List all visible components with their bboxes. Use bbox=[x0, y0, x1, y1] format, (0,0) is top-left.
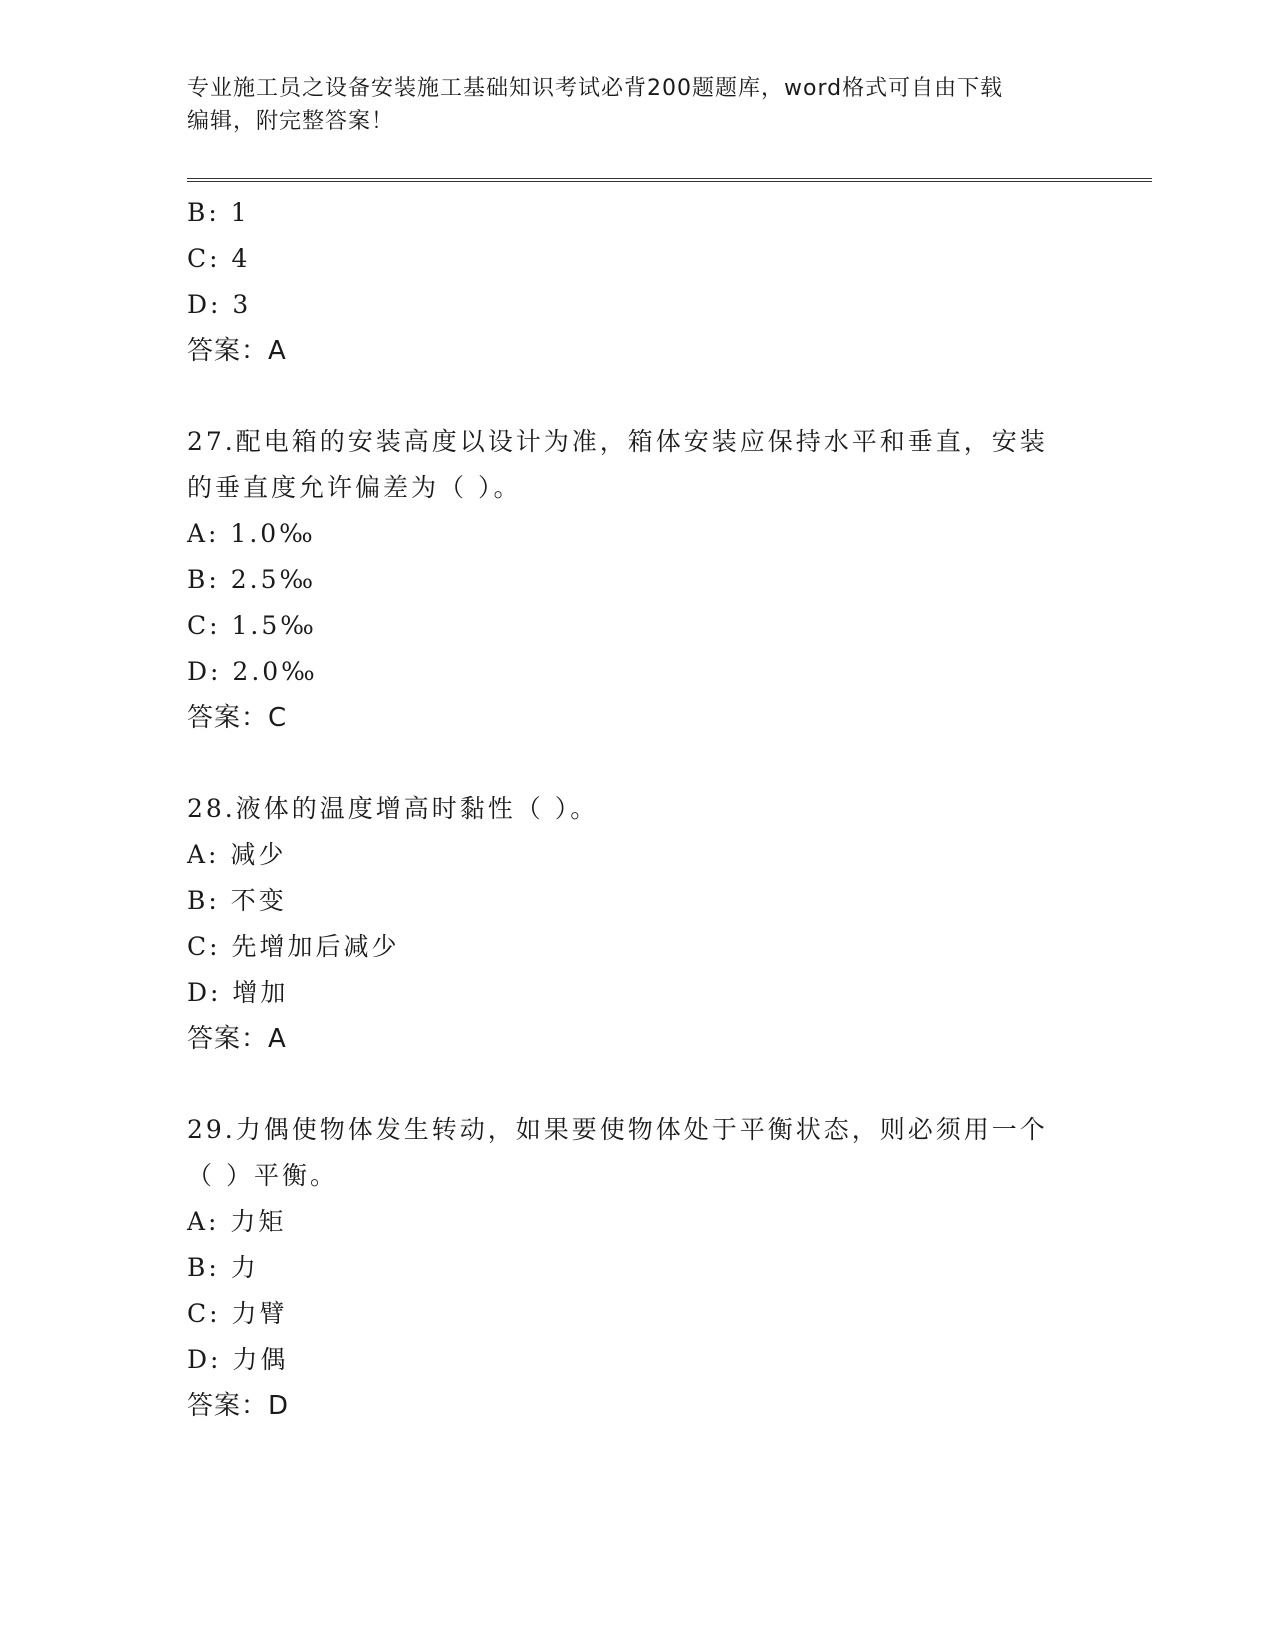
option-d: D: 3 bbox=[187, 290, 252, 319]
answer: 答案：A bbox=[187, 336, 287, 366]
spacer bbox=[187, 741, 1087, 786]
option-d: D: 力偶 bbox=[187, 1345, 289, 1374]
option-a: A: 减少 bbox=[187, 840, 287, 869]
option-c: C: 1.5‰ bbox=[187, 611, 317, 640]
question-29 bbox=[187, 1107, 1087, 1429]
header-line-1: 专业施工员之设备安装施工基础知识考试必背200题题库，word格式可自由下载 bbox=[187, 76, 1004, 101]
header-line-2: 编辑，附完整答案！ bbox=[187, 109, 395, 134]
option-c: C: 先增加后减少 bbox=[187, 932, 400, 961]
answer: 答案：D bbox=[187, 1391, 290, 1421]
spacer bbox=[187, 1062, 1087, 1107]
option-b: B: 2.5‰ bbox=[187, 565, 317, 594]
question-27 bbox=[187, 419, 1087, 741]
question-text-line-2: （ ）平衡。 bbox=[187, 1161, 338, 1190]
header-divider bbox=[187, 178, 1152, 182]
question-list bbox=[187, 190, 1087, 1429]
question-text-line-1: 27.配电箱的安装高度以设计为准，箱体安装应保持水平和垂直，安装 bbox=[187, 427, 1048, 456]
answer: 答案：A bbox=[187, 1024, 287, 1054]
option-a: A: 力矩 bbox=[187, 1207, 287, 1236]
option-b: B: 力 bbox=[187, 1253, 259, 1282]
option-b: B: 不变 bbox=[187, 886, 287, 915]
spacer bbox=[187, 374, 1087, 419]
option-c: C: 力臂 bbox=[187, 1299, 288, 1328]
question-28 bbox=[187, 786, 1087, 1062]
question-text-line-1: 29.力偶使物体发生转动，如果要使物体处于平衡状态，则必须用一个 bbox=[187, 1115, 1048, 1144]
option-c: C: 4 bbox=[187, 244, 251, 273]
question-text-line-1: 28.液体的温度增高时黏性（ ）。 bbox=[187, 794, 599, 823]
option-d: D: 2.0‰ bbox=[187, 657, 318, 686]
option-a: A: 1.0‰ bbox=[187, 519, 316, 548]
answer: 答案：C bbox=[187, 703, 288, 733]
document-header bbox=[187, 72, 1087, 138]
option-d: D: 增加 bbox=[187, 978, 289, 1007]
question-text-line-2: 的垂直度允许偏差为（ ）。 bbox=[187, 473, 522, 502]
option-b: B: 1 bbox=[187, 198, 250, 227]
question-26-tail bbox=[187, 190, 1087, 374]
